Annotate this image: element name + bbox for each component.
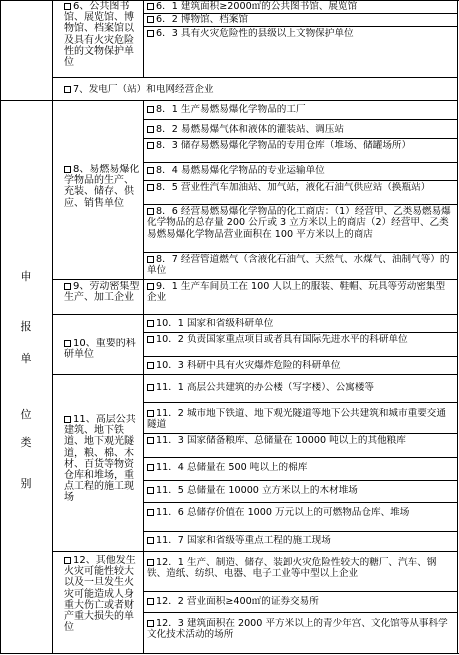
checkbox-icon[interactable] bbox=[64, 166, 71, 173]
checkbox-icon[interactable] bbox=[147, 283, 154, 290]
item-11-3-label: 11．3 国家储备粮库、总储量在 10000 吨以上的其他粮库 bbox=[156, 435, 406, 446]
row-separator bbox=[143, 480, 458, 481]
checkbox-icon[interactable] bbox=[147, 256, 154, 263]
category-9[interactable] bbox=[64, 281, 142, 313]
row-separator bbox=[143, 433, 458, 434]
item-6-3-label: 6．3 具有火灾危险性的县级以上文物保护单位 bbox=[156, 28, 354, 39]
item-10-1-label: 10．1 国家和省级科研单位 bbox=[156, 318, 274, 329]
group-separator bbox=[52, 551, 458, 552]
row-separator bbox=[143, 204, 458, 205]
item-11-5[interactable] bbox=[147, 485, 453, 496]
category-10[interactable] bbox=[64, 338, 142, 373]
item-11-6-label: 11．6 总储存价值在 1000 万元以上的可燃物品仓库、堆场 bbox=[156, 507, 410, 518]
checkbox-icon[interactable] bbox=[147, 559, 154, 566]
item-12-3[interactable] bbox=[147, 618, 453, 641]
item-8-4[interactable] bbox=[147, 165, 453, 176]
item-8-5[interactable] bbox=[147, 182, 453, 193]
checkbox-icon[interactable] bbox=[147, 16, 154, 23]
item-8-6[interactable] bbox=[147, 206, 453, 240]
column-divider-2-b bbox=[143, 100, 144, 654]
category-8[interactable] bbox=[64, 164, 142, 264]
table-border-right bbox=[457, 0, 458, 654]
column-divider-2-a bbox=[143, 0, 144, 77]
checkbox-icon[interactable] bbox=[64, 416, 71, 423]
vertical-header-char: 单 bbox=[20, 352, 32, 365]
row-separator bbox=[143, 502, 458, 503]
item-11-1[interactable] bbox=[147, 382, 453, 393]
checkbox-icon[interactable] bbox=[147, 167, 154, 174]
row-separator bbox=[143, 591, 458, 592]
item-6-1[interactable] bbox=[147, 1, 453, 12]
item-12-1[interactable] bbox=[147, 557, 453, 580]
vertical-header-char: 申 bbox=[20, 270, 32, 283]
item-6-2-label: 6．2 博物馆、档案馆 bbox=[156, 14, 249, 25]
vertical-header-char: 别 bbox=[20, 477, 32, 490]
item-12-2-label: 12．2 营业面积≥400㎡的证券交易所 bbox=[156, 596, 319, 607]
checkbox-icon[interactable] bbox=[147, 126, 154, 133]
item-9-1[interactable] bbox=[147, 281, 453, 304]
category-6-label: 6、公共图书馆、展览馆、博物馆、档案馆以及具有火灾危险性的文物保护单位 bbox=[64, 1, 134, 69]
column-divider-1 bbox=[52, 0, 53, 654]
checkbox-icon[interactable] bbox=[147, 30, 154, 37]
table-border-bottom bbox=[0, 653, 459, 654]
checkbox-icon[interactable] bbox=[147, 437, 154, 444]
checkbox-icon[interactable] bbox=[147, 537, 154, 544]
vertical-header-char: 报 bbox=[20, 320, 32, 333]
checkbox-icon[interactable] bbox=[147, 336, 154, 343]
item-11-4[interactable] bbox=[147, 462, 453, 473]
item-11-6[interactable] bbox=[147, 507, 453, 518]
vertical-header-char: 类 bbox=[20, 436, 32, 449]
checkbox-icon[interactable] bbox=[147, 208, 154, 215]
checkbox-icon[interactable] bbox=[147, 3, 154, 10]
item-8-7[interactable] bbox=[147, 254, 453, 277]
row-separator bbox=[143, 332, 458, 333]
item-8-6-label: 8．6 经营易燃易爆化学物品的化工商店：（1）经营甲、乙类易燃易爆化学物品的总存量 200 公斤或 3 立方米以上的商店（2）经营甲、乙类易燃易爆化学物品营业面积在 100 平方米以上的商店 bbox=[147, 206, 451, 240]
item-11-2-label: 11．2 城市地下铁道、地下观光隧道等地下公共建筑和城市重要交通隧道 bbox=[147, 408, 446, 431]
item-8-4-label: 8．4 易燃易爆化学物品的专业运输单位 bbox=[156, 165, 325, 176]
item-11-2[interactable] bbox=[147, 408, 453, 431]
item-8-2-label: 8．2 易燃易爆气体和液体的灌装站、调压站 bbox=[156, 124, 344, 135]
row-separator bbox=[143, 162, 458, 163]
checkbox-icon[interactable] bbox=[147, 384, 154, 391]
row-separator bbox=[143, 402, 458, 403]
row-separator bbox=[143, 457, 458, 458]
item-12-2[interactable] bbox=[147, 596, 453, 607]
checkbox-icon[interactable] bbox=[64, 283, 71, 290]
item-11-7[interactable] bbox=[147, 535, 453, 546]
item-10-1[interactable] bbox=[147, 318, 453, 329]
group-separator bbox=[0, 100, 458, 101]
item-6-1-label: 6．1 建筑面积≥2000㎡的公共图书馆、展览馆 bbox=[156, 1, 358, 12]
checkbox-icon[interactable] bbox=[147, 184, 154, 191]
item-8-2[interactable] bbox=[147, 124, 453, 135]
checkbox-icon[interactable] bbox=[64, 340, 71, 347]
group-separator bbox=[52, 374, 458, 375]
item-6-2[interactable] bbox=[147, 14, 453, 25]
vertical-header-char: 位 bbox=[20, 408, 32, 421]
checkbox-icon[interactable] bbox=[147, 320, 154, 327]
checkbox-icon[interactable] bbox=[147, 598, 154, 605]
group-separator bbox=[52, 77, 458, 78]
category-8-label: 8、易燃易爆化学物品的生产、充装、储存、供应、销售单位 bbox=[64, 164, 140, 209]
row-separator bbox=[143, 531, 458, 532]
row-separator bbox=[143, 119, 458, 120]
checkbox-icon[interactable] bbox=[147, 509, 154, 516]
item-8-3-label: 8．3 储存易燃易爆化学物品的专用仓库（堆场、储罐场所） bbox=[156, 140, 412, 151]
item-11-5-label: 11．5 总储量在 10000 立方米以上的木材堆场 bbox=[156, 485, 358, 496]
item-8-5-label: 8．5 营业性汽车加油站、加气站，液化石油气供应站（换瓶站） bbox=[156, 182, 431, 193]
checkbox-icon[interactable] bbox=[147, 487, 154, 494]
category-11-label: 11、高层公共建筑、地下铁道、地下观光隧道，粮、棉、木材、百货等物资仓库和堆场，重点工程的施工现场 bbox=[64, 414, 136, 504]
item-10-3-label: 10．3 科研中具有火灾爆炸危险的科研单位 bbox=[156, 360, 341, 371]
item-8-1[interactable] bbox=[147, 104, 453, 115]
category-6[interactable] bbox=[64, 1, 142, 76]
category-9-label: 9、劳动密集型生产、加工企业 bbox=[64, 281, 140, 304]
checkbox-icon[interactable] bbox=[147, 142, 154, 149]
item-12-1-label: 12．1 生产、制造、储存、装卸火灾危险性较大的糖厂、汽车、钢铁、造纸、纺织、电器、电子工业等中型以上企业 bbox=[147, 557, 437, 580]
row-separator bbox=[143, 252, 458, 253]
checkbox-icon[interactable] bbox=[147, 464, 154, 471]
checkbox-icon[interactable] bbox=[64, 3, 71, 10]
item-11-7-label: 11．7 国家和省级等重点工程的施工现场 bbox=[156, 535, 331, 546]
item-9-1-label: 9．1 生产车间员工在 100 人以上的服装、鞋帽、玩具等劳动密集型企业 bbox=[147, 281, 446, 304]
checkbox-icon[interactable] bbox=[147, 362, 154, 369]
checkbox-icon[interactable] bbox=[147, 620, 154, 627]
item-8-3[interactable] bbox=[147, 140, 453, 151]
category-12-label: 12、其他发生火灾可能性较大以及一旦发生火灾可能造成人身重大伤亡或者财产重大损失的单位 bbox=[64, 555, 136, 634]
row-separator bbox=[143, 612, 458, 613]
item-10-3[interactable] bbox=[147, 360, 453, 371]
checkbox-icon[interactable] bbox=[147, 106, 154, 113]
item-11-3[interactable] bbox=[147, 435, 453, 446]
checkbox-icon[interactable] bbox=[64, 557, 71, 564]
item-8-7-label: 8．7 经营管道燃气（含液化石油气、天然气、水煤气、油制气等）的单位 bbox=[147, 254, 450, 277]
row-separator bbox=[143, 138, 458, 139]
item-10-2-label: 10．2 负责国家重点项目或者具有国际先进水平的科研单位 bbox=[156, 334, 408, 345]
item-8-1-label: 8．1 生产易燃易爆化学物品的工厂 bbox=[156, 104, 306, 115]
item-12-3-label: 12．3 建筑面积在 2000 平方米以上的青少年宫、文化馆等从事科学文化技术活动的场所 bbox=[147, 618, 448, 641]
item-11-1-label: 11．1 高层公共建筑的办公楼（写字楼）、公寓楼等 bbox=[156, 382, 375, 393]
row-separator bbox=[143, 26, 458, 27]
checkbox-icon[interactable] bbox=[64, 86, 71, 93]
row-separator bbox=[143, 356, 458, 357]
category-11[interactable] bbox=[64, 414, 142, 550]
category-12[interactable] bbox=[64, 555, 142, 652]
category-7[interactable] bbox=[64, 84, 454, 95]
item-6-3[interactable] bbox=[147, 28, 453, 39]
group-separator bbox=[52, 279, 458, 280]
group-separator bbox=[52, 314, 458, 315]
checkbox-icon[interactable] bbox=[147, 410, 154, 417]
category-10-label: 10、重要的科研单位 bbox=[64, 338, 136, 361]
row-separator bbox=[143, 180, 458, 181]
item-10-2[interactable] bbox=[147, 334, 453, 345]
category-7-label: 7、发电厂（站）和电网经营企业 bbox=[73, 84, 214, 95]
item-11-4-label: 11．4 总储量在 500 吨以上的棉库 bbox=[156, 462, 308, 473]
